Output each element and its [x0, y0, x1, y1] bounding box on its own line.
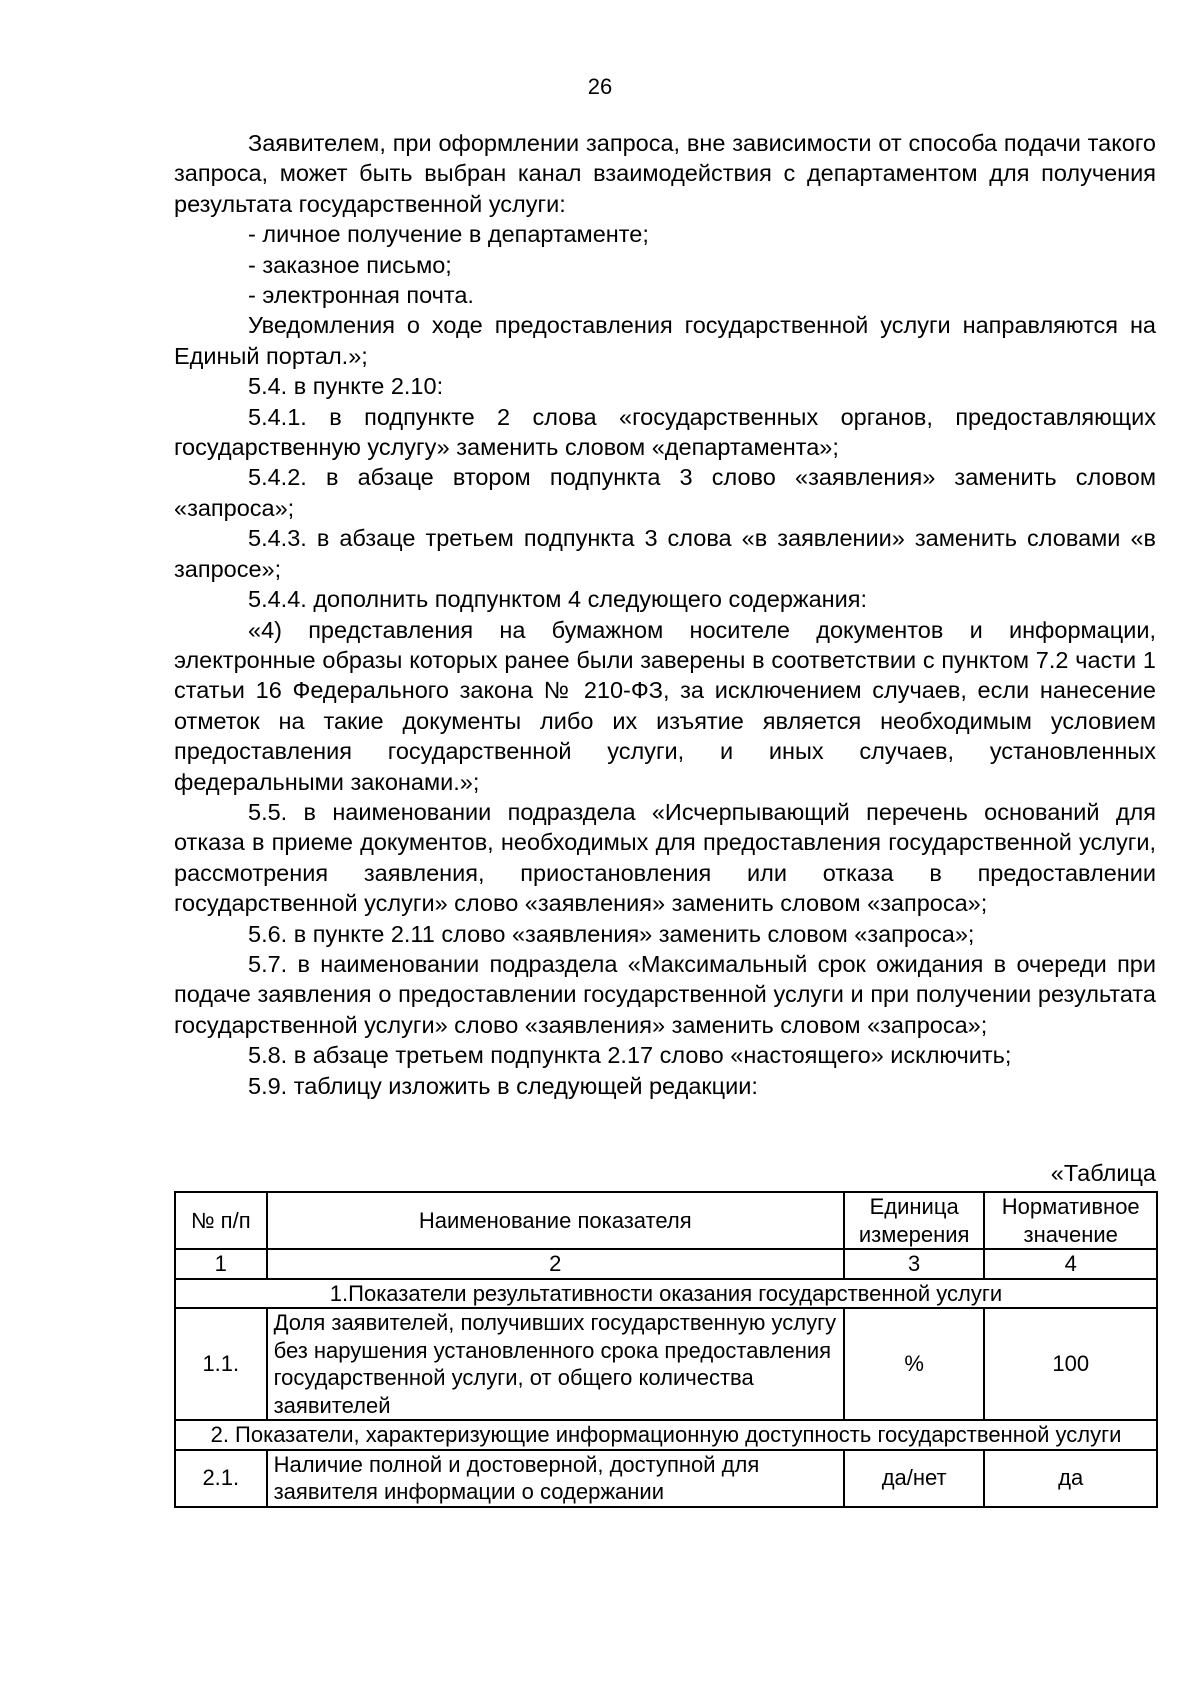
table-caption: «Таблица — [1050, 1160, 1156, 1186]
paragraph-5-5: 5.5. в наименовании подраздела «Исчерпывающий перечень оснований для отказа в приеме документов, необходимых для предоставления государственной услуги, рассмотрения заявления, приостановления или отказа в предоставлении государственной услуги» слово «заявления» заменить словом «запроса»; — [174, 798, 1156, 917]
paragraph-5-4-4: 5.4.4. дополнить подпунктом 4 следующего содержания: — [248, 586, 868, 613]
row-unit: да/нет — [844, 1450, 985, 1507]
table-header-row — [175, 1192, 1157, 1249]
header-unit: Единица измерения — [844, 1192, 985, 1249]
paragraph-5-4-2: 5.4.2. в абзаце втором подпункта 3 слово «заявления» заменить словом «запроса»; — [174, 464, 1156, 521]
row-value: 100 — [984, 1308, 1157, 1420]
table-row — [175, 1450, 1157, 1507]
row-indicator-name: Наличие полной и достоверной, доступной для заявителя информации о содержании — [267, 1450, 844, 1507]
section-2-title: 2. Показатели, характеризующие информационную доступность государственной услуги — [175, 1420, 1157, 1450]
paragraph-5-4: 5.4. в пункте 2.10: — [248, 373, 444, 400]
paragraph-5-6: 5.6. в пункте 2.11 слово «заявления» заменить словом «запроса»; — [248, 920, 975, 947]
document-body — [174, 128, 1156, 1101]
page-number: 26 — [587, 74, 613, 99]
table-row — [175, 1308, 1157, 1420]
row-value: да — [984, 1450, 1157, 1507]
list-item-email: - электронная почта. — [248, 282, 474, 309]
paragraph-5-8: 5.8. в абзаце третьем подпункта 2.17 слово «настоящего» исключить; — [248, 1042, 1012, 1069]
row-indicator-name: Доля заявителей, получивших государственную услугу без нарушения установленного срока предоставления государственной услуги, от общего количества заявителей — [267, 1308, 844, 1420]
table-section-row — [175, 1420, 1157, 1450]
paragraph-channel: Заявителем, при оформлении запроса, вне зависимости от способа подачи такого запроса, может быть выбран канал взаимодействия с департаментом для получения результата государственной услуги: — [174, 130, 1156, 217]
header-number: № п/п — [175, 1192, 267, 1249]
paragraph-5-4-1: 5.4.1. в подпункте 2 слова «государственных органов, предоставляющих государственную услугу» заменить словом «департамента»; — [174, 403, 1156, 461]
column-number-2: 2 — [267, 1249, 844, 1279]
paragraph-5-4-3: 5.4.3. в абзаце третьем подпункта 3 слова «в заявлении» заменить словами «в запросе»; — [174, 525, 1156, 582]
header-normative-value: Нормативное значение — [984, 1192, 1157, 1249]
indicators-table — [174, 1191, 1158, 1508]
paragraph-subitem-4: «4) представления на бумажном носителе документов и информации, электронные образы которых ранее были заверены в соответствии с пунктом 7.2 части 1 статьи 16 Федерального закона № 210-ФЗ, за исключением случаев, если нанесение отметок на такие документы либо их изъятие является необходимым условием предоставления государственной услуги, и иных случаев, установленных федеральными законами.»; — [174, 616, 1156, 795]
paragraph-5-7: 5.7. в наименовании подраздела «Максимальный срок ожидания в очереди при подаче заявления о предоставлении государственной услуги и при получении результата государственной услуги» слово «заявления» заменить словом «запроса»; — [174, 950, 1156, 1038]
table-column-numbers-row — [175, 1249, 1157, 1279]
paragraph-5-9: 5.9. таблицу изложить в следующей редакции: — [248, 1072, 758, 1099]
column-number-4: 4 — [984, 1249, 1157, 1279]
column-number-3: 3 — [844, 1249, 985, 1279]
section-1-title: 1.Показатели результативности оказания государственной услуги — [175, 1279, 1157, 1309]
row-number: 2.1. — [175, 1450, 267, 1507]
list-item-personal: - личное получение в департаменте; — [248, 221, 649, 248]
paragraph-notifications: Уведомления о ходе предоставления государственной услуги направляются на Единый портал.»; — [174, 312, 1156, 369]
table-section-row — [175, 1279, 1157, 1309]
list-item-letter: - заказное письмо; — [248, 251, 452, 278]
column-number-1: 1 — [175, 1249, 267, 1279]
header-indicator-name: Наименование показателя — [267, 1192, 844, 1249]
row-number: 1.1. — [175, 1308, 267, 1420]
row-unit: % — [844, 1308, 985, 1420]
